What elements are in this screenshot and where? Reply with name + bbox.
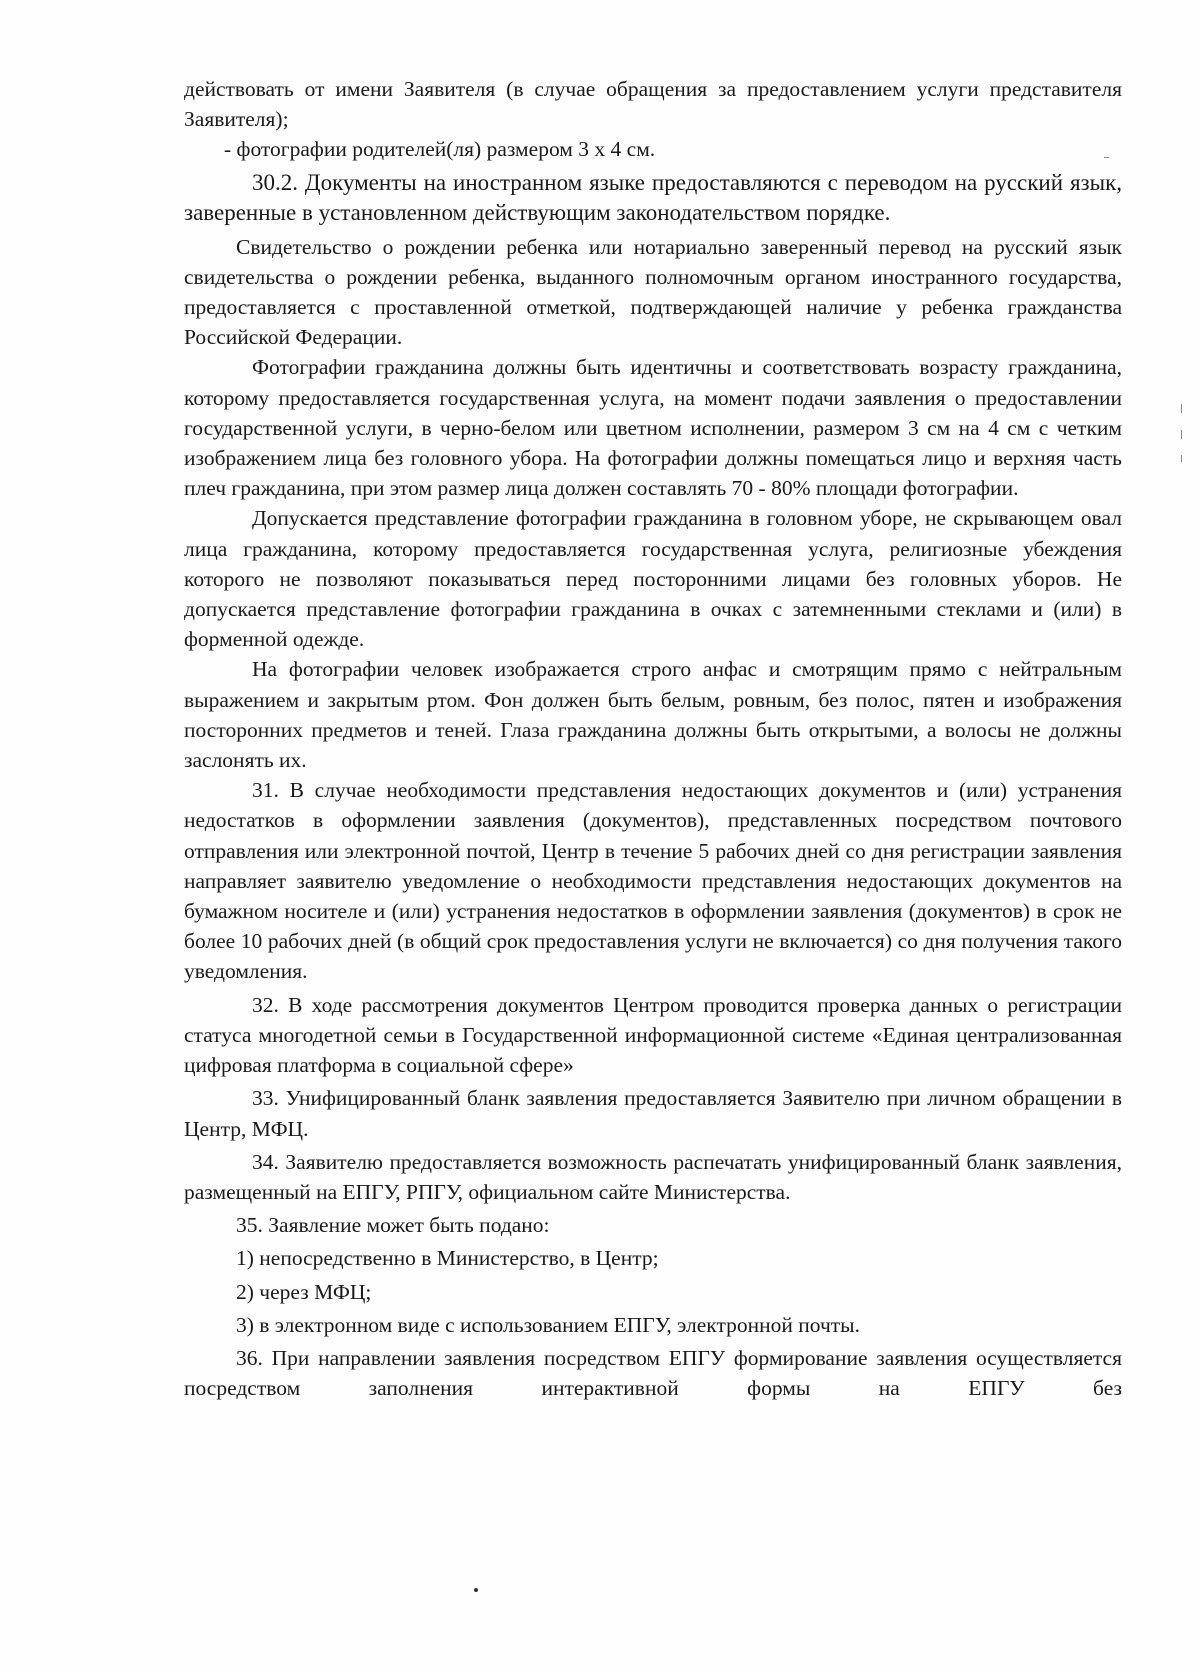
paragraph-photo-pose: На фотографии человек изображается строго анфас и смотрящим прямо с нейтральным выражением и закрытым ртом. Фон должен быть белым, ровным, без полос, пятен и изображения посторонних предметов и теней. Глаза гражданина должны быть открытыми, а волосы не должны заслонять их. [184, 657, 1122, 773]
scan-mark-margin-2 [1181, 430, 1182, 439]
document-body [184, 74, 1122, 1403]
page-dot [474, 1588, 478, 1592]
list-item-1: 1) непосредственно в Министерство, в Центр; [236, 1246, 659, 1271]
paragraph-35: 35. Заявление может быть подано: [236, 1213, 550, 1238]
paragraph-30-2: 30.2. Документы на иностранном языке предоставляются с переводом на русский язык, заверенные в установленном действующим законодательством порядке. [184, 169, 1122, 226]
paragraph-photo-requirements: Фотографии гражданина должны быть идентичны и соответствовать возрасту гражданина, которому предоставляется государственная услуга, на момент подачи заявления о предоставлении государственной услуги, в черно-белом или цветном исполнении, размером 3 см на 4 см с четким изображением лица без головного убора. На фотографии должны помещаться лицо и верхняя часть плеч гражданина, при этом размер лица должен составлять 70 - 80% площади фотографии. [184, 355, 1122, 501]
list-item-3: 3) в электронном виде с использованием ЕПГУ, электронной почты. [236, 1312, 860, 1337]
paragraph-birth-certificate: Свидетельство о рождении ребенка или нотариально заверенный перевод на русский язык свидетельства о рождении ребенка, выданного полномочным органом иностранного государства, предоставляется с проставленной отметкой, подтверждающей наличие у ребенка гражданства Российской Федерации. [184, 234, 1122, 350]
paragraph-36: 36. При направлении заявления посредством ЕПГУ формирование заявления осуществляется посредством заполнения интерактивной формы на ЕПГУ без [184, 1345, 1122, 1401]
paragraph-32: 32. В ходе рассмотрения документов Центром проводится проверка данных о регистрации статуса многодетной семьи в Государственной информационной системе «Единая централизованная цифровая платформа в социальной сфере» [184, 992, 1122, 1078]
scan-mark-margin-3 [1181, 455, 1182, 462]
paragraph-headwear: Допускается представление фотографии гражданина в головном уборе, не скрывающем овал лица гражданина, которому предоставляется государственная услуга, религиозные убеждения которого не позволяют показываться перед посторонними лицами без головных уборов. Не допускается представление фотографии гражданина в очках с затемненными стеклами и (или) в форменной одежде. [184, 506, 1122, 652]
paragraph-33: 33. Унифицированный бланк заявления предоставляется Заявителю при личном обращении в Центр, МФЦ. [184, 1086, 1122, 1141]
paragraph-34: 34. Заявителю предоставляется возможность распечатать унифицированный бланк заявления, размещенный на ЕПГУ, РПГУ, официальном сайте Министерства. [184, 1149, 1122, 1204]
scan-mark-margin-1 [1181, 404, 1182, 413]
paragraph-representative-authority: действовать от имени Заявителя (в случае обращения за предоставлением услуги представителя Заявителя); [184, 77, 1122, 132]
paragraph-31: 31. В случае необходимости представления недостающих документов и (или) устранения недостатков в оформлении заявления (документов), представленных посредством почтового отправления или электронной почтой, Центр в течение 5 рабочих дней со дня регистрации заявления направляет заявителю уведомление о необходимости представления недостающих документов на бумажном носителе и (или) устранения недостатков в оформлении заявления (документов) в срок не более 10 рабочих дней (в общий срок предоставления услуги не включается) со дня получения такого уведомления. [184, 778, 1122, 984]
list-item-2: 2) через МФЦ; [236, 1279, 372, 1304]
scan-mark-top [1104, 157, 1109, 158]
paragraph-parents-photo: - фотографии родителей(ля) размером 3 х 4 см. [224, 137, 656, 162]
